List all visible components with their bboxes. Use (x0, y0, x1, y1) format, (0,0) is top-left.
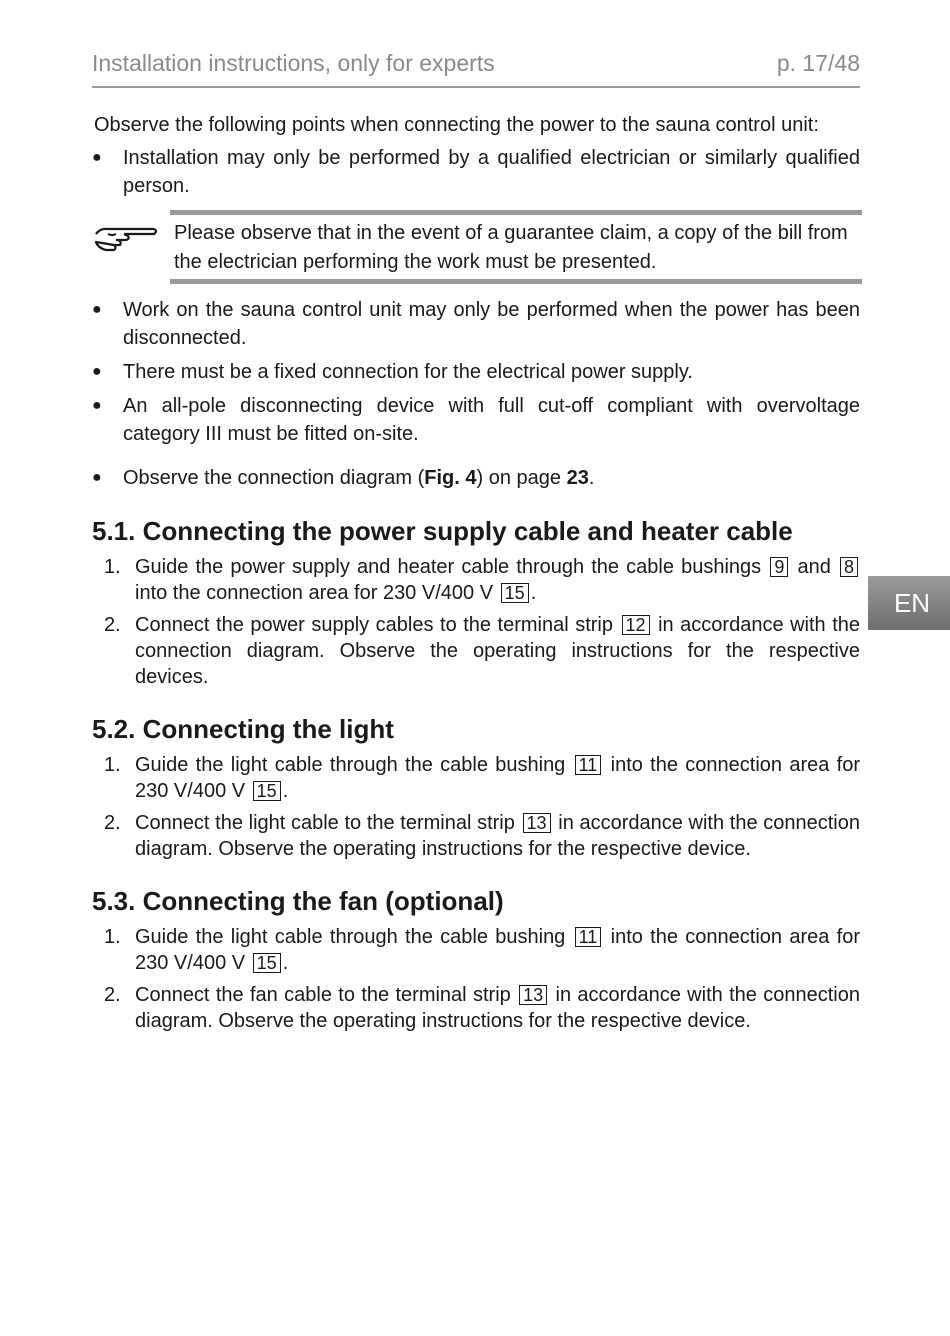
list-item (92, 752, 860, 804)
page-content (92, 110, 860, 1034)
page-header (92, 48, 860, 88)
section-heading: 5.3. Connecting the fan (optional) (92, 886, 504, 916)
pointing-hand-icon (94, 222, 158, 254)
text: Guide the light cable through the cable bushing (135, 754, 566, 776)
language-label: EN (893, 587, 931, 618)
steps-list (92, 752, 860, 862)
step-number: 1. (104, 926, 121, 948)
item-reference: 15 (253, 953, 281, 973)
step-number: 2. (104, 984, 121, 1006)
text: into the connection area for 230 V/400 V (135, 754, 860, 802)
list-item (92, 810, 860, 862)
list-item: ● Installation may only be performed by a qualified electrician or similarly qualified person. (92, 144, 860, 200)
step-number: 1. (104, 754, 121, 776)
list-item: ● There must be a fixed connection for the electrical power supply. (92, 358, 860, 386)
language-tab (868, 576, 950, 630)
text: Observe the connection diagram ( (123, 467, 425, 489)
text: into the connection area for 230 V/400 V (135, 926, 860, 974)
text: in accordance with the connection diagram. Observe the operating instructions for the respective devices. (135, 614, 861, 688)
note-text: Please observe that in the event of a guarantee claim, a copy of the bill from the electrician performing the work must be presented. (170, 210, 862, 284)
steps-list (92, 924, 860, 1034)
steps-list (92, 554, 860, 690)
list-item: ● Work on the sauna control unit may only be performed when the power has been disconnected. (92, 296, 860, 352)
list-item (92, 612, 860, 690)
item-reference: 8 (840, 557, 858, 577)
text: Connect the fan cable to the terminal strip (135, 984, 511, 1006)
text: in accordance with the connection diagram. Observe the operating instructions for the respective device. (135, 812, 860, 860)
note-box (92, 210, 860, 282)
text: . (282, 780, 289, 802)
text: into the connection area for 230 V/400 V (135, 582, 494, 604)
step-number: 2. (104, 614, 121, 636)
page-number: p. 17/48 (776, 50, 860, 76)
header-title: Installation instructions, only for experts (92, 50, 495, 76)
bullet-list (92, 144, 860, 200)
item-reference: 13 (519, 985, 547, 1005)
text: . (588, 467, 595, 489)
list-item (92, 982, 860, 1034)
item-reference: 11 (575, 755, 602, 775)
text: in accordance with the connection diagram. Observe the operating instructions for the respective device. (135, 984, 860, 1032)
text: . (282, 952, 289, 974)
list-item (92, 554, 860, 606)
text: and (797, 556, 831, 578)
text: Connect the power supply cables to the terminal strip (135, 614, 613, 636)
section-heading: 5.1. Connecting the power supply cable and heater cable (92, 516, 793, 546)
figure-reference: Fig. 4 (424, 467, 477, 489)
text: . (530, 582, 537, 604)
item-reference: 15 (501, 583, 529, 603)
list-item (92, 464, 860, 492)
page-reference: 23 (566, 467, 589, 489)
step-number: 2. (104, 812, 121, 834)
item-reference: 13 (523, 813, 551, 833)
text: Guide the power supply and heater cable through the cable bushings (135, 556, 762, 578)
section-heading: 5.2. Connecting the light (92, 714, 394, 744)
item-reference: 12 (622, 615, 650, 635)
step-number: 1. (104, 556, 121, 578)
item-reference: 11 (575, 927, 602, 947)
text: ) on page (476, 467, 567, 489)
item-reference: 9 (770, 557, 788, 577)
list-item: ● An all-pole disconnecting device with full cut-off compliant with overvoltage category III must be fitted on-site. (92, 392, 860, 448)
item-reference: 15 (253, 781, 281, 801)
bullet-list (92, 296, 860, 492)
list-item (92, 924, 860, 976)
text: Guide the light cable through the cable bushing (135, 926, 566, 948)
intro-text: Observe the following points when connecting the power to the sauna control unit: (94, 114, 819, 136)
text: Connect the light cable to the terminal strip (135, 812, 515, 834)
